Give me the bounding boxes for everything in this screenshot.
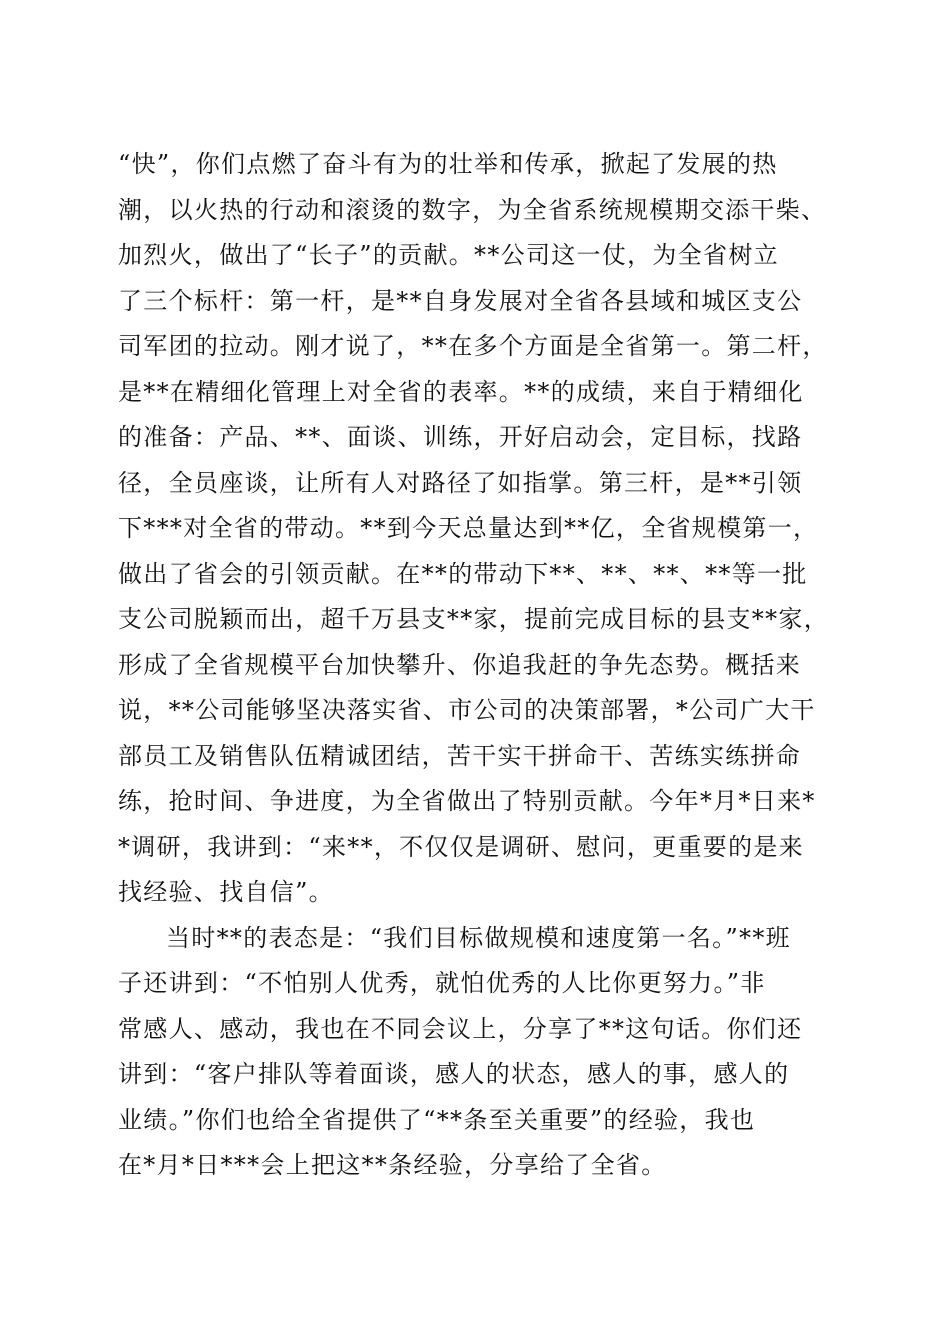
document-body xyxy=(118,142,838,1189)
paragraph-2 xyxy=(118,916,838,1189)
text-line: 加烈火，做出了“长子”的贡献。**公司这一仗，为全省树立 xyxy=(118,241,779,269)
text-line: 做出了省会的引领贡献。在**的带动下**、**、**、**等一批 xyxy=(118,559,808,588)
text-line: 的准备：产品、**、面谈、训练，开好启动会，定目标，找路 xyxy=(118,423,803,451)
text-line: 司军团的拉动。刚才说了，**在多个方面是全省第一。第二杆， xyxy=(118,332,828,360)
text-line: *调研，我讲到：“来**，不仅仅是调研、慰问，更重要的是来 xyxy=(118,832,804,861)
text-line: 支公司脱颖而出，超千万县支**家，提前完成目标的县支**家， xyxy=(118,605,829,633)
text-line: 常感人、感动，我也在不同会议上，分享了**这句话。你们还 xyxy=(118,1014,803,1043)
text-line: 在*月*日***会上把这**条经验，分享给了全省。 xyxy=(118,1151,667,1179)
text-line: 部员工及销售队伍精诚团结，苦干实干拼命干、苦练实练拼命 xyxy=(118,741,802,770)
text-line: “快”，你们点燃了奋斗有为的壮举和传承，掀起了发展的热 xyxy=(118,150,778,178)
text-line: 讲到：“客户排队等着面谈，感人的状态，感人的事，感人的 xyxy=(118,1060,790,1088)
text-line: 子还讲到：“不怕别人优秀，就怕优秀的人比你更努力。”非 xyxy=(118,969,766,997)
text-line: 练，抢时间、争进度，为全省做出了特别贡献。今年*月*日来* xyxy=(118,787,816,815)
text-line: 形成了全省规模平台加快攀升、你追我赶的争先态势。概括来 xyxy=(118,650,802,679)
paragraph-1 xyxy=(118,142,838,916)
text-line: 了三个标杆：第一杆，是**自身发展对全省各县域和城区支公 xyxy=(118,286,803,315)
text-line: 下***对全省的带动。**到今天总量达到**亿，全省规模第一， xyxy=(118,514,819,542)
text-line: 业绩。”你们也给全省提供了“**条至关重要”的经验，我也 xyxy=(118,1105,756,1134)
text-line: 找经验、找自信”。 xyxy=(118,878,334,906)
text-line: 潮，以火热的行动和滚烫的数字，为全省系统规模期交添干柴、 xyxy=(118,195,827,224)
text-line: 径，全员座谈，让所有人对路径了如指掌。第三杆，是**引领 xyxy=(118,468,803,497)
text-line: 当时**的表态是：“我们目标做规模和速度第一名。”**班 xyxy=(166,923,791,952)
text-line: 是**在精细化管理上对全省的表率。**的成绩，来自于精细化 xyxy=(118,377,804,406)
text-line: 说，**公司能够坚决落实省、市公司的决策部署，*公司广大干 xyxy=(118,696,816,724)
